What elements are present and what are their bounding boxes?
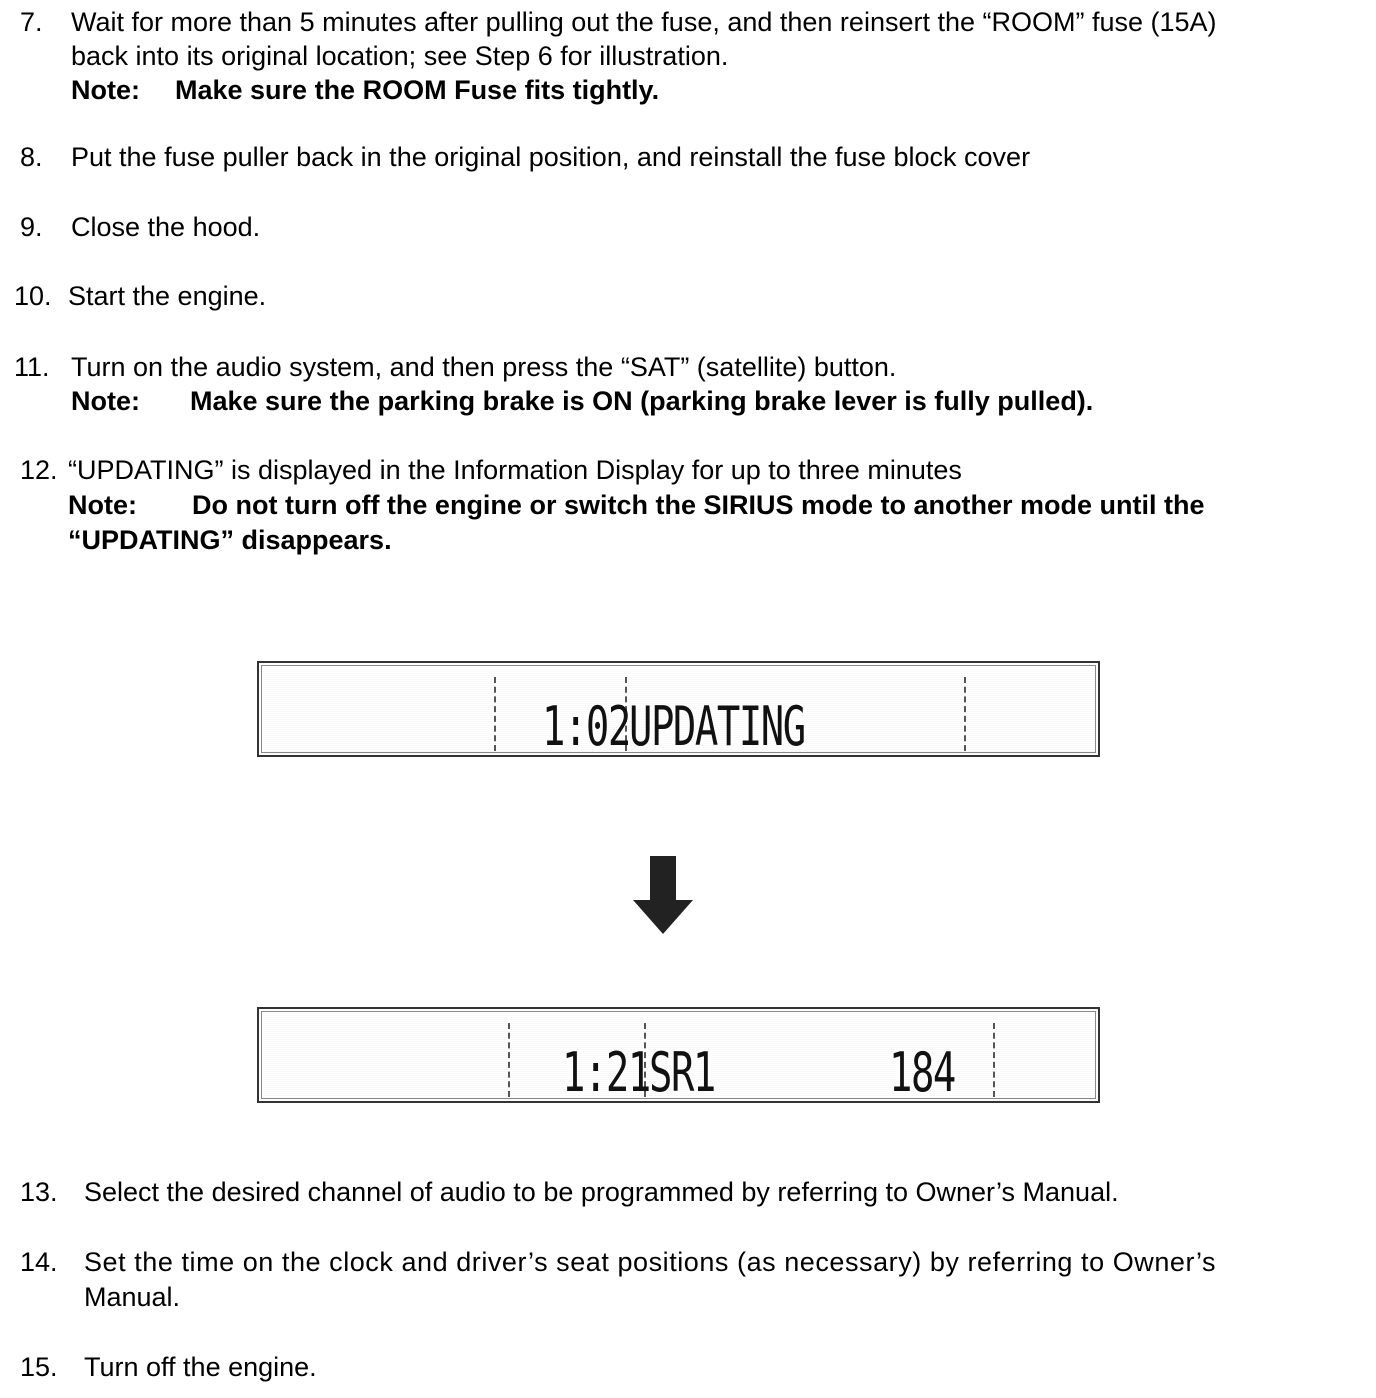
step-12-note-line2: “UPDATING” disappears.	[68, 525, 392, 555]
display-sirius	[257, 1007, 1100, 1103]
step-7-text-line2: back into its original location; see Step 6 for illustration.	[71, 41, 729, 71]
step-7-note-label: Note:	[71, 75, 140, 105]
step-14-number: 14.	[20, 1247, 58, 1277]
display-message: UPDATING	[629, 695, 805, 758]
display-time: 1:21	[562, 1041, 650, 1104]
step-13-number: 13.	[20, 1177, 58, 1207]
step-7-number: 7.	[20, 7, 43, 37]
step-8-text: Put the fuse puller back in the original position, and reinstall the fuse block cover	[71, 142, 1031, 172]
step-12-note-line1: Do not turn off the engine or switch the SIRIUS mode to another mode until the	[192, 490, 1205, 520]
step-14-text-line1: Set the time on the clock and driver’s seat positions (as necessary) by referring to Owner’s	[84, 1247, 1217, 1277]
display-updating	[257, 661, 1100, 757]
arrow-down-icon	[633, 856, 693, 934]
step-11-number: 11.	[14, 352, 50, 382]
step-8-number: 8.	[20, 142, 43, 172]
step-11-note-text: Make sure the parking brake is ON (parking brake lever is fully pulled).	[190, 386, 1094, 416]
display-divider	[964, 677, 966, 751]
display-band: SR1	[649, 1041, 715, 1104]
display-divider	[993, 1023, 995, 1097]
display-channel: 184	[889, 1041, 955, 1104]
step-10-number: 10.	[14, 281, 52, 311]
step-12-note-label: Note:	[68, 490, 137, 520]
display-time: 1:02	[542, 695, 630, 758]
step-13-text: Select the desired channel of audio to be programmed by referring to Owner’s Manual.	[84, 1177, 1119, 1207]
step-15-text: Turn off the engine.	[84, 1352, 317, 1382]
step-12-number: 12.	[20, 455, 58, 485]
step-11-note-label: Note:	[71, 386, 140, 416]
step-14-text-line2: Manual.	[84, 1282, 181, 1312]
display-divider	[494, 677, 496, 751]
step-15-number: 15.	[20, 1352, 58, 1382]
step-9-number: 9.	[20, 212, 43, 242]
step-12-text: “UPDATING” is displayed in the Information Display for up to three minutes	[68, 455, 962, 485]
step-11-text: Turn on the audio system, and then press the “SAT” (satellite) button.	[71, 352, 897, 382]
display-divider	[508, 1023, 510, 1097]
step-7-text-line1: Wait for more than 5 minutes after pulling out the fuse, and then reinsert the “ROOM” fuse (15A)	[71, 7, 1217, 37]
step-7-note-text: Make sure the ROOM Fuse fits tightly.	[175, 75, 660, 105]
step-9-text: Close the hood.	[71, 212, 261, 242]
step-10-text: Start the engine.	[68, 281, 267, 311]
